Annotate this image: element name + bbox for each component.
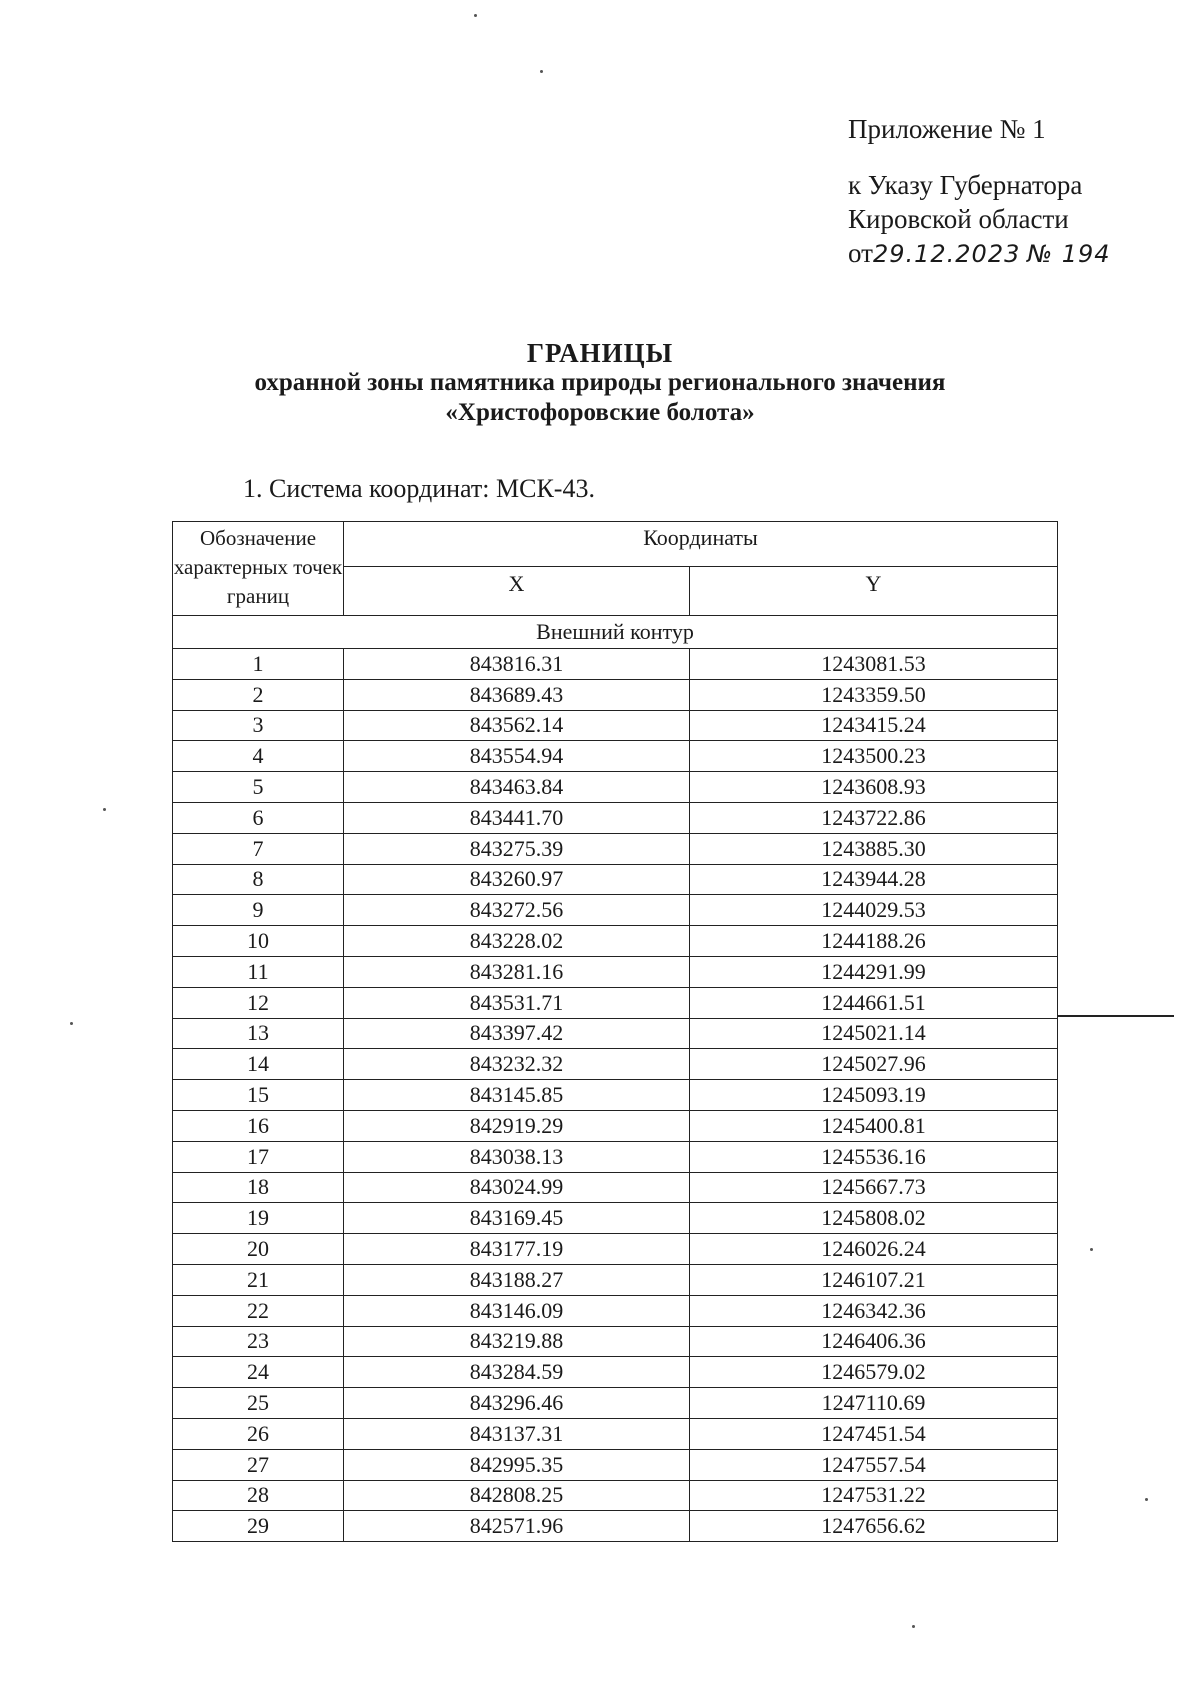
y-coordinate-cell: 1244291.99 <box>690 956 1058 987</box>
table-row <box>173 679 1058 710</box>
y-coordinate-cell: 1244029.53 <box>690 895 1058 926</box>
date-prefix: от <box>848 238 873 268</box>
y-coordinate-cell: 1245093.19 <box>690 1080 1058 1111</box>
x-coordinate-cell: 843816.31 <box>344 649 690 680</box>
x-coordinate-cell: 843232.32 <box>344 1049 690 1080</box>
scan-speck <box>540 70 543 73</box>
handwritten-date: 29.12.2023 <box>872 240 1021 268</box>
header-coordinates: Координаты <box>344 522 1058 567</box>
point-number-cell: 22 <box>173 1295 344 1326</box>
x-coordinate-cell: 843275.39 <box>344 833 690 864</box>
point-number-cell: 15 <box>173 1080 344 1111</box>
point-number-cell: 9 <box>173 895 344 926</box>
x-coordinate-cell: 843177.19 <box>344 1234 690 1265</box>
y-coordinate-cell: 1243722.86 <box>690 802 1058 833</box>
table-row <box>173 956 1058 987</box>
point-number-cell: 24 <box>173 1357 344 1388</box>
x-coordinate-cell: 842808.25 <box>344 1480 690 1511</box>
appendix-date-line <box>848 236 1111 271</box>
point-number-cell: 20 <box>173 1234 344 1265</box>
y-coordinate-cell: 1243944.28 <box>690 864 1058 895</box>
table-row <box>173 1141 1058 1172</box>
table-row <box>173 1295 1058 1326</box>
table-row <box>173 1418 1058 1449</box>
x-coordinate-cell: 842571.96 <box>344 1511 690 1542</box>
y-coordinate-cell: 1243500.23 <box>690 741 1058 772</box>
y-coordinate-cell: 1245027.96 <box>690 1049 1058 1080</box>
table-row <box>173 1172 1058 1203</box>
point-number-cell: 6 <box>173 802 344 833</box>
y-coordinate-cell: 1244661.51 <box>690 987 1058 1018</box>
y-coordinate-cell: 1247451.54 <box>690 1418 1058 1449</box>
scan-speck <box>474 14 477 17</box>
point-number-cell: 7 <box>173 833 344 864</box>
table-row <box>173 1388 1058 1419</box>
point-number-cell: 25 <box>173 1388 344 1419</box>
table-row <box>173 926 1058 957</box>
y-coordinate-cell: 1245808.02 <box>690 1203 1058 1234</box>
x-coordinate-cell: 843689.43 <box>344 679 690 710</box>
x-coordinate-cell: 843145.85 <box>344 1080 690 1111</box>
y-coordinate-cell: 1246026.24 <box>690 1234 1058 1265</box>
table-row <box>173 895 1058 926</box>
point-number-cell: 26 <box>173 1418 344 1449</box>
y-coordinate-cell: 1243415.24 <box>690 710 1058 741</box>
table-row <box>173 802 1058 833</box>
header-x: X <box>344 567 690 616</box>
point-number-cell: 21 <box>173 1264 344 1295</box>
point-number-cell: 29 <box>173 1511 344 1542</box>
y-coordinate-cell: 1245400.81 <box>690 1110 1058 1141</box>
table-row <box>173 1018 1058 1049</box>
x-coordinate-cell: 843562.14 <box>344 710 690 741</box>
table-row <box>173 1080 1058 1111</box>
table-row <box>173 1203 1058 1234</box>
x-coordinate-cell: 843038.13 <box>344 1141 690 1172</box>
y-coordinate-cell: 1245536.16 <box>690 1141 1058 1172</box>
point-number-cell: 16 <box>173 1110 344 1141</box>
y-coordinate-cell: 1247110.69 <box>690 1388 1058 1419</box>
point-number-cell: 4 <box>173 741 344 772</box>
x-coordinate-cell: 843284.59 <box>344 1357 690 1388</box>
appendix-block <box>848 112 1111 271</box>
section-outer-contour: Внешний контур <box>173 616 1058 649</box>
point-number-cell: 19 <box>173 1203 344 1234</box>
x-coordinate-cell: 843272.56 <box>344 895 690 926</box>
x-coordinate-cell: 843228.02 <box>344 926 690 957</box>
y-coordinate-cell: 1245667.73 <box>690 1172 1058 1203</box>
x-coordinate-cell: 843296.46 <box>344 1388 690 1419</box>
table-row <box>173 710 1058 741</box>
y-coordinate-cell: 1244188.26 <box>690 926 1058 957</box>
x-coordinate-cell: 843219.88 <box>344 1326 690 1357</box>
point-number-cell: 10 <box>173 926 344 957</box>
table-row <box>173 1480 1058 1511</box>
document-title <box>0 338 1200 428</box>
header-y: Y <box>690 567 1058 616</box>
x-coordinate-cell: 843169.45 <box>344 1203 690 1234</box>
point-number-cell: 12 <box>173 987 344 1018</box>
table-row <box>173 1264 1058 1295</box>
y-coordinate-cell: 1246342.36 <box>690 1295 1058 1326</box>
y-coordinate-cell: 1247557.54 <box>690 1449 1058 1480</box>
point-number-cell: 2 <box>173 679 344 710</box>
title-heading: ГРАНИЦЫ <box>526 338 674 368</box>
x-coordinate-cell: 843146.09 <box>344 1295 690 1326</box>
coordinate-system-label: 1. Система координат: МСК-43. <box>243 474 595 503</box>
table-row <box>173 1357 1058 1388</box>
y-coordinate-cell: 1245021.14 <box>690 1018 1058 1049</box>
point-number-cell: 17 <box>173 1141 344 1172</box>
scan-speck <box>1090 1248 1093 1251</box>
x-coordinate-cell: 843397.42 <box>344 1018 690 1049</box>
appendix-region: Кировской области <box>848 204 1069 234</box>
table-row <box>173 1326 1058 1357</box>
x-coordinate-cell: 843137.31 <box>344 1418 690 1449</box>
y-coordinate-cell: 1247531.22 <box>690 1480 1058 1511</box>
title-line-1: охранной зоны памятника природы регионального значения <box>254 369 946 396</box>
point-number-cell: 13 <box>173 1018 344 1049</box>
y-coordinate-cell: 1243608.93 <box>690 772 1058 803</box>
point-number-cell: 14 <box>173 1049 344 1080</box>
y-coordinate-cell: 1243885.30 <box>690 833 1058 864</box>
handwritten-number: № 194 <box>1027 240 1111 268</box>
point-number-cell: 18 <box>173 1172 344 1203</box>
header-point-designation: Обозначение характерных точек границ <box>173 522 344 616</box>
y-coordinate-cell: 1243081.53 <box>690 649 1058 680</box>
scan-speck <box>103 808 106 811</box>
table-row <box>173 741 1058 772</box>
table-row <box>173 772 1058 803</box>
x-coordinate-cell: 843441.70 <box>344 802 690 833</box>
table-row <box>173 649 1058 680</box>
x-coordinate-cell: 843463.84 <box>344 772 690 803</box>
y-coordinate-cell: 1247656.62 <box>690 1511 1058 1542</box>
y-coordinate-cell: 1246107.21 <box>690 1264 1058 1295</box>
table-row <box>173 1110 1058 1141</box>
x-coordinate-cell: 842995.35 <box>344 1449 690 1480</box>
point-number-cell: 5 <box>173 772 344 803</box>
point-number-cell: 28 <box>173 1480 344 1511</box>
scan-artifact-line <box>1058 1015 1174 1017</box>
x-coordinate-cell: 843260.97 <box>344 864 690 895</box>
x-coordinate-cell: 843281.16 <box>344 956 690 987</box>
table-row <box>173 864 1058 895</box>
x-coordinate-cell: 843554.94 <box>344 741 690 772</box>
point-number-cell: 1 <box>173 649 344 680</box>
table-row <box>173 833 1058 864</box>
appendix-number: Приложение № 1 <box>848 114 1046 144</box>
coordinates-table <box>172 521 1058 1542</box>
table-row <box>173 1449 1058 1480</box>
point-number-cell: 8 <box>173 864 344 895</box>
title-line-2: «Христофоровские болота» <box>445 399 755 426</box>
x-coordinate-cell: 843531.71 <box>344 987 690 1018</box>
x-coordinate-cell: 842919.29 <box>344 1110 690 1141</box>
point-number-cell: 3 <box>173 710 344 741</box>
scan-speck <box>912 1625 915 1628</box>
appendix-decree: к Указу Губернатора <box>848 170 1083 200</box>
y-coordinate-cell: 1246579.02 <box>690 1357 1058 1388</box>
point-number-cell: 11 <box>173 956 344 987</box>
table-row <box>173 1049 1058 1080</box>
y-coordinate-cell: 1246406.36 <box>690 1326 1058 1357</box>
point-number-cell: 23 <box>173 1326 344 1357</box>
scan-speck <box>70 1022 73 1025</box>
table-row <box>173 987 1058 1018</box>
x-coordinate-cell: 843024.99 <box>344 1172 690 1203</box>
point-number-cell: 27 <box>173 1449 344 1480</box>
table-row <box>173 1511 1058 1542</box>
x-coordinate-cell: 843188.27 <box>344 1264 690 1295</box>
y-coordinate-cell: 1243359.50 <box>690 679 1058 710</box>
scan-speck <box>1145 1498 1148 1501</box>
table-row <box>173 1234 1058 1265</box>
